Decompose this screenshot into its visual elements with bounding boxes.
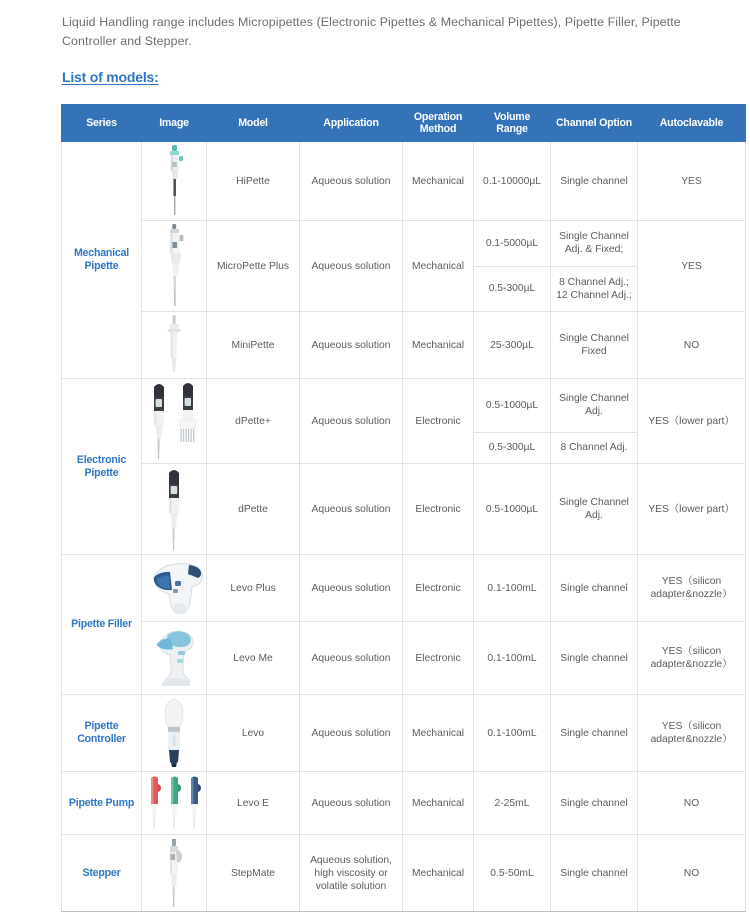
channel-option: Single channel [551,622,638,695]
product-image-cell [142,622,207,695]
channel-option: Single Channel Adj. & Fixed; [551,221,638,267]
product-image-cell [142,379,207,464]
column-header-volume: Volume Range [474,105,551,142]
dpette-plus-icon [145,381,203,461]
dpette-icon [161,466,187,552]
volume-range: 0.1-100mL [474,695,551,772]
levo-icon [158,697,190,769]
table-header-row [62,105,746,142]
product-image-cell [142,695,207,772]
application: Aqueous solution [300,379,403,464]
product-image-cell [142,312,207,379]
model-name: Levo Plus [207,555,300,622]
model-name: Levo E [207,772,300,835]
autoclavable-value: YES（silicon adapter&nozzle） [638,555,746,622]
table-header [62,105,746,142]
series-label: Stepper [62,835,142,912]
product-image-cell [142,835,207,912]
table-row [62,221,746,267]
channel-option: Single Channel Adj. [551,464,638,555]
table-row [62,772,746,835]
application: Aqueous solution [300,695,403,772]
models-table [61,104,746,912]
product-image-cell [142,464,207,555]
channel-option: 8 Channel Adj. [551,432,638,463]
operation-method: Electronic [403,555,474,622]
table-row [62,464,746,555]
autoclavable-value: YES（silicon adapter&nozzle） [638,695,746,772]
volume-range: 25-300µL [474,312,551,379]
channel-option: Single channel [551,772,638,835]
levo-e-icon [145,774,203,832]
column-header-application: Application [300,105,403,142]
operation-method: Mechanical [403,142,474,221]
series-label: Pipette Controller [62,695,142,772]
levo-e-red-icon [147,774,162,832]
channel-option: Single channel [551,695,638,772]
table-row [62,555,746,622]
product-image-cell [142,772,207,835]
application: Aqueous solution [300,464,403,555]
model-name: dPette+ [207,379,300,464]
series-label: Pipette Filler [62,555,142,695]
application: Aqueous solution [300,622,403,695]
volume-range: 0.1-100mL [474,555,551,622]
operation-method: Mechanical [403,835,474,912]
volume-range: 0.5-300µL [474,432,551,463]
volume-range: 0.5-1000µL [474,464,551,555]
table-row [62,835,746,912]
table-row [62,142,746,221]
micropette-plus-icon [161,223,187,309]
multichannel-electronic-pipette-icon [174,381,202,461]
operation-method: Mechanical [403,772,474,835]
column-header-autoclavable: Autoclavable [638,105,746,142]
autoclavable-value: NO [638,312,746,379]
application: Aqueous solution [300,142,403,221]
autoclavable-value: YES（lower part） [638,464,746,555]
model-name: HiPette [207,142,300,221]
model-name: dPette [207,464,300,555]
model-name: MicroPette Plus [207,221,300,312]
channel-option: Single Channel Fixed [551,312,638,379]
application: Aqueous solution, high viscosity or volatile solution [300,835,403,912]
application: Aqueous solution [300,555,403,622]
operation-method: Mechanical [403,221,474,312]
channel-option: Single channel [551,142,638,221]
series-label: Mechanical Pipette [62,142,142,379]
volume-range: 0.5-1000µL [474,379,551,433]
autoclavable-value: YES [638,142,746,221]
page-title: List of models: [62,69,159,85]
stepmate-icon [160,837,188,909]
volume-range: 0.1-100mL [474,622,551,695]
table-row [62,312,746,379]
mechanical-pipette-icon [161,144,187,218]
channel-option: Single Channel Adj. [551,379,638,433]
model-name: Levo Me [207,622,300,695]
volume-range: 0.1-5000µL [474,221,551,267]
channel-option: 8 Channel Adj.; 12 Channel Adj.; [551,266,638,312]
operation-method: Electronic [403,622,474,695]
model-name: StepMate [207,835,300,912]
autoclavable-value: NO [638,835,746,912]
operation-method: Electronic [403,379,474,464]
volume-range: 0.5-50mL [474,835,551,912]
levo-me-icon [145,624,205,692]
product-image-cell [142,555,207,622]
model-name: MiniPette [207,312,300,379]
table-row [62,695,746,772]
channel-option: Single channel [551,555,638,622]
table-row [62,379,746,433]
autoclavable-value: YES（silicon adapter&nozzle） [638,622,746,695]
column-header-model: Model [207,105,300,142]
table-row [62,622,746,695]
autoclavable-value: NO [638,772,746,835]
single-channel-electronic-pipette-icon [147,381,171,461]
volume-range: 2-25mL [474,772,551,835]
autoclavable-value: YES（lower part） [638,379,746,464]
minipette-icon [161,314,187,376]
product-image-cell [142,221,207,312]
column-header-channel: Channel Option [551,105,638,142]
model-name: Levo [207,695,300,772]
column-header-image: Image [142,105,207,142]
operation-method: Mechanical [403,312,474,379]
application: Aqueous solution [300,772,403,835]
levo-plus-icon [145,557,207,619]
volume-range: 0.5-300µL [474,266,551,312]
volume-range: 0.1-10000µL [474,142,551,221]
series-label: Pipette Pump [62,772,142,835]
series-label: Electronic Pipette [62,379,142,555]
column-header-operation: Operation Method [403,105,474,142]
product-image-cell [142,142,207,221]
operation-method: Electronic [403,464,474,555]
application: Aqueous solution [300,221,403,312]
application: Aqueous solution [300,312,403,379]
table-body [62,142,746,912]
channel-option: Single channel [551,835,638,912]
operation-method: Mechanical [403,695,474,772]
levo-e-green-icon [167,774,182,832]
column-header-series: Series [62,105,142,142]
intro-paragraph: Liquid Handling range includes Micropipettes (Electronic Pipettes & Mechanical Pipettes), Pipette Filler, Pipette Controller and Stepper. [62,15,681,48]
autoclavable-value: YES [638,221,746,312]
levo-e-blue-icon [187,774,202,832]
